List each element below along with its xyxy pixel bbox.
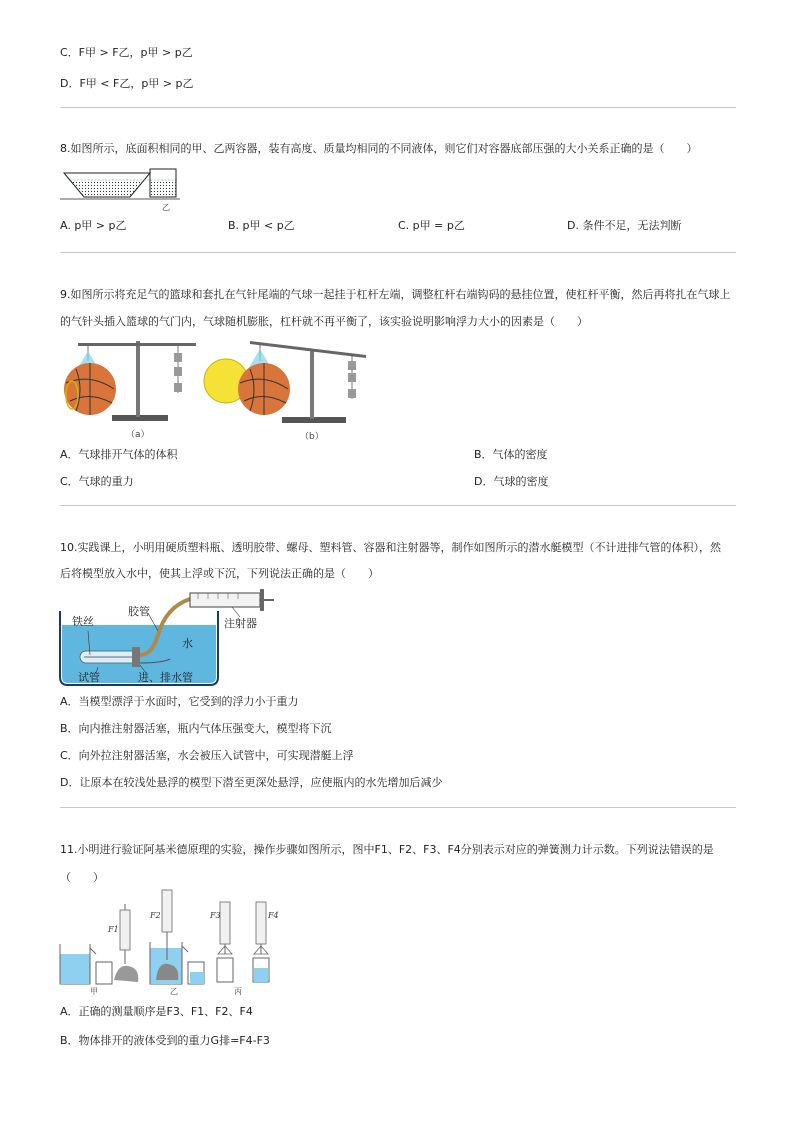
separator [60,107,736,108]
q10-label-wire: 铁丝 [72,615,94,628]
q8-figure-label: 乙 [162,203,170,212]
q10-stem-line2: 后将模型放入水中，使其上浮或下沉，下列说法正确的是（ ） [60,567,379,580]
q11-label-f3: F3 [210,911,221,920]
q9-stem-line2: 的气针头插入篮球的气门内，气球随机膨胀，杠杆就不再平衡了，该实验说明影响浮力大小的因素是（ ） [60,315,588,328]
q9-option-c: C．气球的重力 [60,475,134,488]
separator [60,252,736,253]
q8-containers-figure [60,163,180,213]
q8-stem: 8.如图所示，底面积相同的甲、乙两容器，装有高度、质量均相同的不同液体，则它们对容器底部压强的大小关系正确的是（ ） [60,142,698,155]
q10-option-b: B．向内推注射器活塞，瓶内气体压强变大，模型将下沉 [60,722,332,735]
q11-label-jia: 甲 [90,987,98,996]
q7-option-d: D．F甲 < F乙，p甲 > p乙 [60,77,194,90]
q11-option-a: A．正确的测量顺序是F3、F1、F2、F4 [60,1005,253,1018]
q11-label-f4: F4 [268,911,279,920]
separator [60,505,736,506]
q11-stem-line1: 11.小明进行验证阿基米德原理的实验，操作步骤如图所示，图中F1、F2、F3、F4分别表示对应的弹簧测力计示数。下列说法错误的是 [60,843,714,856]
q10-label-syringe: 注射器 [224,617,257,630]
q9-option-a: A．气球排开气体的体积 [60,448,178,461]
q10-option-a: A．当模型漂浮于水面时，它受到的浮力小于重力 [60,695,299,708]
q8-option-b: B. p甲 < p乙 [228,219,295,232]
q10-label-drain: 进、排水管 [138,671,193,684]
q11-label-f1: F1 [108,925,119,934]
q10-submarine-figure [58,585,278,687]
q11-option-b: B．物体排开的液体受到的重力G排=F4-F3 [60,1034,270,1047]
q8-option-d: D. 条件不足，无法判断 [567,219,682,232]
q9-label-a: （a） [126,430,150,440]
q10-stem-line1: 10.实践课上，小明用硬质塑料瓶、透明胶带、螺母、塑料管、容器和注射器等，制作如图所示的潜水艇模型（不计进排气管的体积），然 [60,541,721,554]
q10-label-water: 水 [182,637,193,650]
q7-option-c: C．F甲 > F乙，p甲 > p乙 [60,46,193,59]
q11-archimedes-figure [58,888,280,996]
q11-label-yi: 乙 [170,987,178,996]
q10-label-test-tube: 试管 [78,671,100,684]
q9-option-d: D．气球的密度 [474,475,549,488]
q9-option-b: B．气体的密度 [474,448,548,461]
q9-lever-figure [60,333,380,443]
q10-option-d: D．让原本在较浅处悬浮的模型下潜至更深处悬浮，应使瓶内的水先增加后减少 [60,776,443,789]
q8-option-c: C. p甲 = p乙 [398,219,465,232]
q11-stem-line2: （ ） [60,871,104,884]
separator [60,807,736,808]
q11-label-bing: 丙 [234,987,242,996]
q9-label-b: （b） [300,432,324,442]
q9-stem-line1: 9.如图所示将充足气的篮球和套扎在气针尾端的气球一起挂于杠杆左端，调整杠杆右端钩码的悬挂位置，使杠杆平衡，然后再将扎在气球上 [60,288,731,301]
q8-option-a: A. p甲 > p乙 [60,219,127,232]
q10-label-tube: 胶管 [128,605,150,618]
q11-label-f2: F2 [150,911,161,920]
q10-option-c: C．向外拉注射器活塞，水会被压入试管中，可实现潜艇上浮 [60,749,354,762]
